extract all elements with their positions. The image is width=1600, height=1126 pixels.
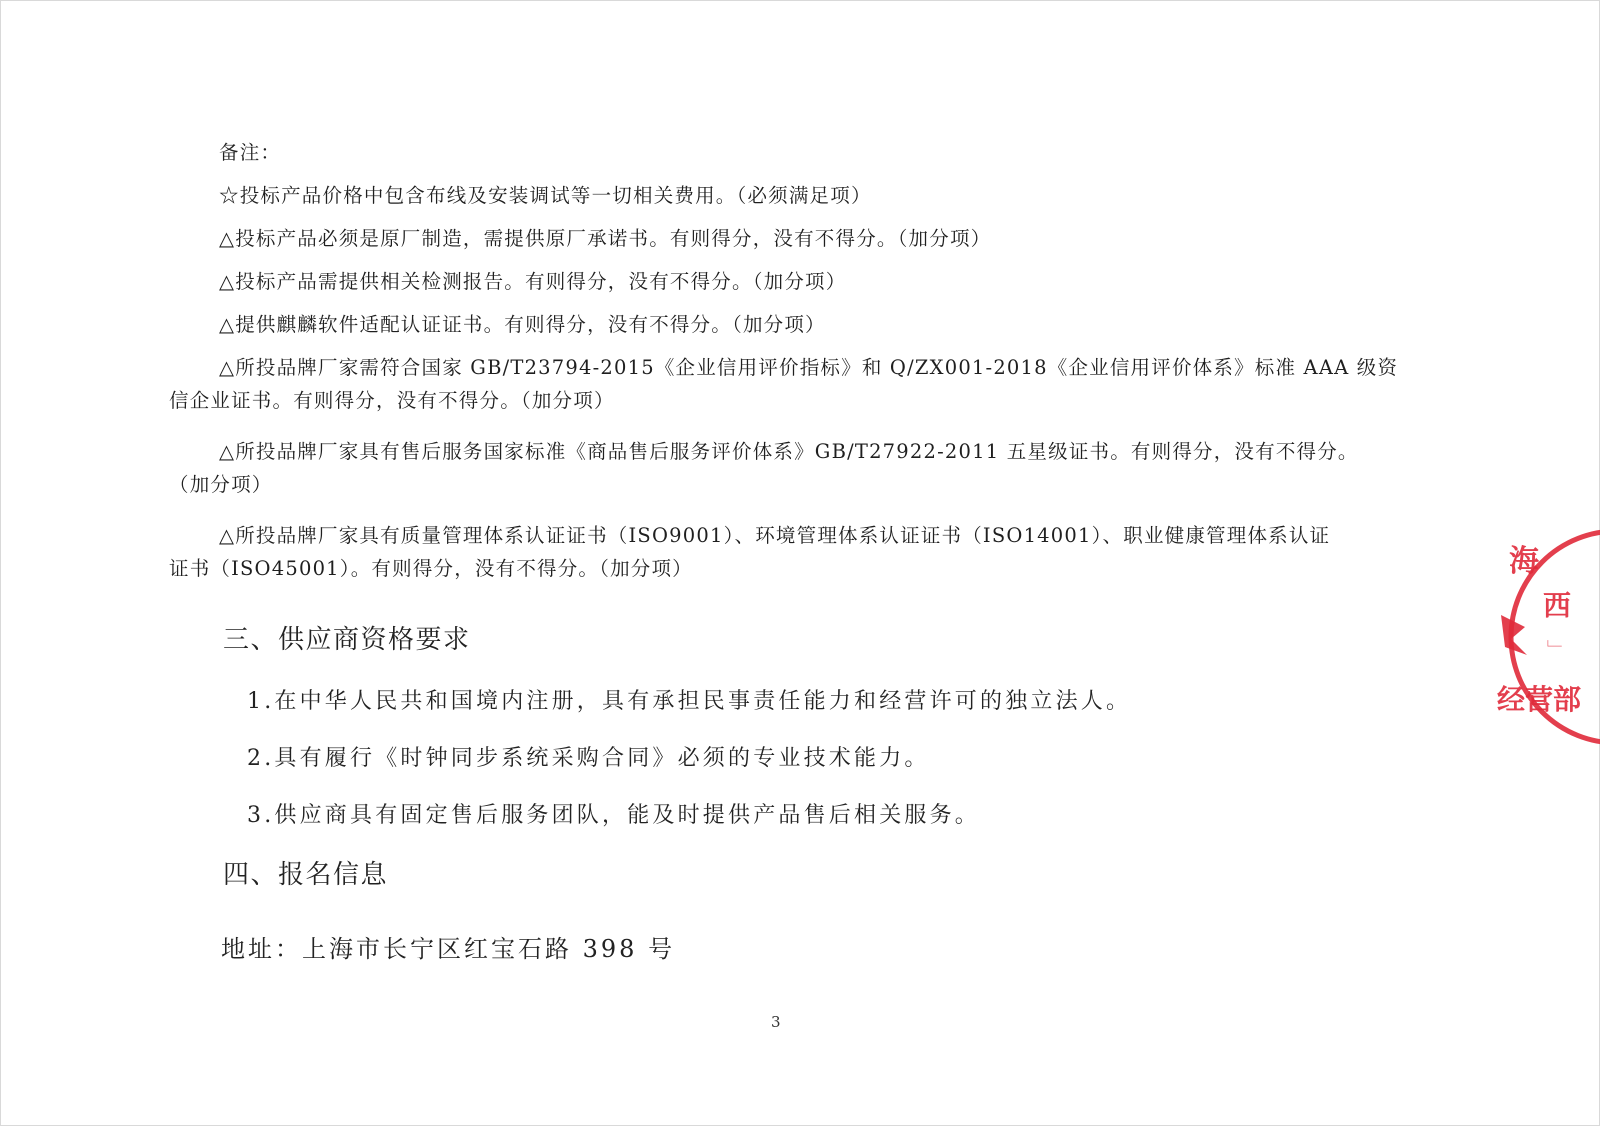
note-item-price: ☆投标产品价格中包含布线及安装调试等一切相关费用。（必须满足项） [219,184,872,207]
requirement-item-1: 1.在中华人民共和国境内注册，具有承担民事责任能力和经营许可的独立法人。 [247,689,1132,714]
note-item-kylin-cert: △提供麒麟软件适配认证证书。有则得分，没有不得分。（加分项） [219,313,826,336]
requirement-item-3: 3.供应商具有固定售后服务团队，能及时提供产品售后相关服务。 [247,803,980,828]
note-item-quality-line1: △所投品牌厂家具有质量管理体系认证证书（ISO9001）、环境管理体系认证证书（ISO14001）、职业健康管理体系认证 [219,524,1331,547]
seal-text-top: 海 [1509,544,1539,579]
note-item-test-report: △投标产品需提供相关检测报告。有则得分，没有不得分。（加分项） [219,270,847,293]
page-number: 3 [771,1013,781,1031]
company-seal [1497,527,1600,747]
note-item-service-line1: △所投品牌厂家具有售后服务国家标准《商品售后服务评价体系》GB/T27922-2011 五星级证书。有则得分，没有不得分。 [219,440,1359,463]
note-item-quality-line2: 证书（ISO45001）。有则得分，没有不得分。（加分项） [169,557,693,580]
seal-text-bottom: 经营部 [1497,683,1582,716]
notes-heading: 备注： [219,141,282,164]
section4-title: 四、报名信息 [223,860,389,890]
note-item-original-factory: △投标产品必须是原厂制造，需提供原厂承诺书。有则得分，没有不得分。（加分项） [219,227,992,250]
seal-text-right: 西 [1543,589,1572,622]
section3-title: 三、供应商资格要求 [223,625,471,655]
address-line: 地址：上海市长宁区红宝石路 398 号 [221,935,676,963]
note-item-credit-line1: △所投品牌厂家需符合国家 GB/T23794-2015《企业信用评价指标》和 Q/ZX001-2018《企业信用评价体系》标准 AAA 级资 [219,356,1399,379]
requirement-item-2: 2.具有履行《时钟同步系统采购合同》必须的专业技术能力。 [247,746,930,771]
note-item-credit-line2: 信企业证书。有则得分，没有不得分。（加分项） [169,389,615,412]
note-item-service-line2: （加分项） [169,473,273,496]
notes-block [169,136,1421,585]
seal-mark-icon: ﹂ [1547,638,1567,662]
